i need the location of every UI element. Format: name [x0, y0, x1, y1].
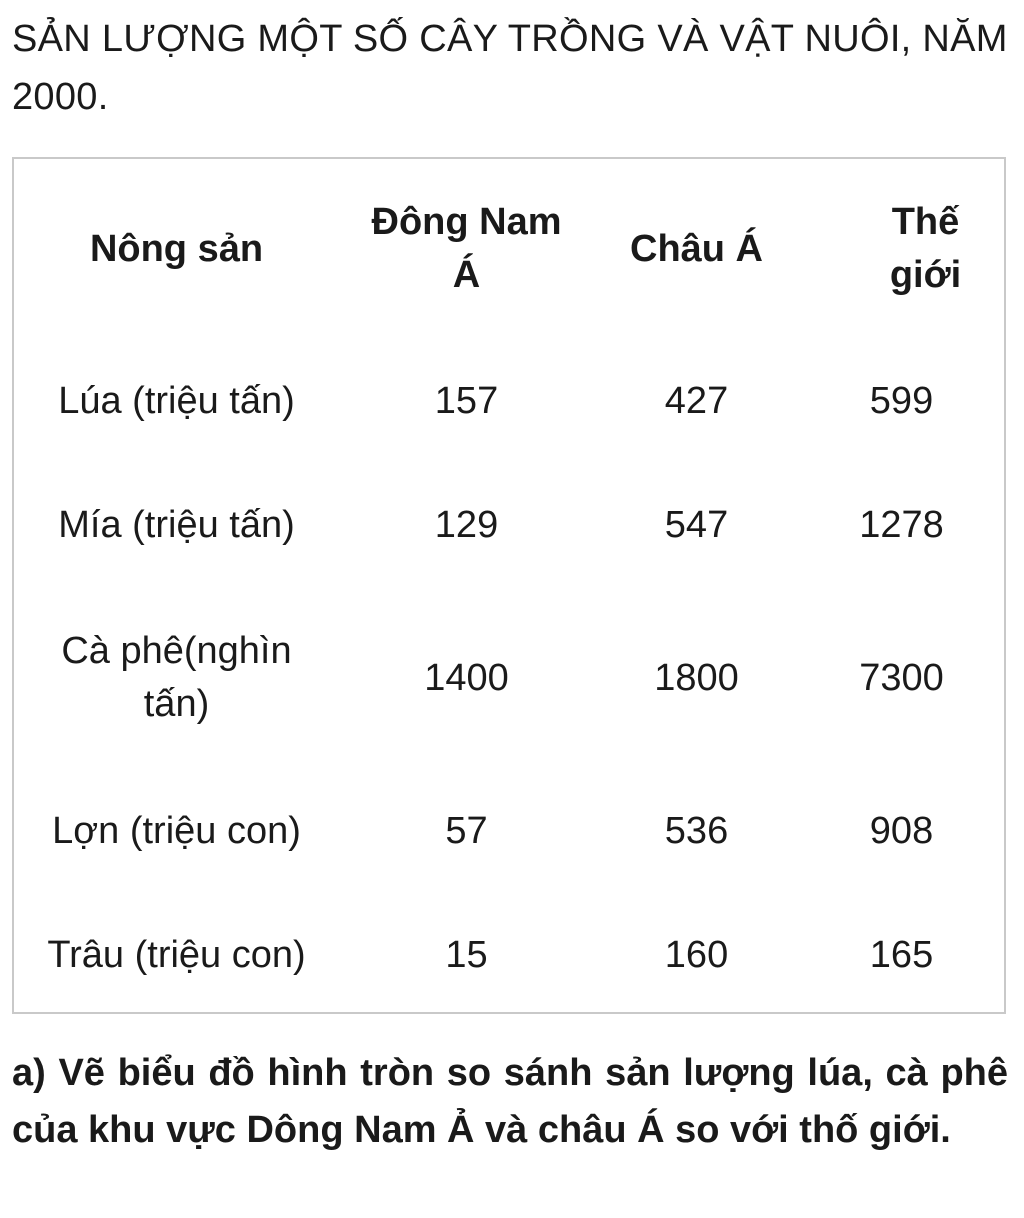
asia-value: 547	[664, 503, 729, 546]
column-header-product: Nông sản	[89, 227, 264, 270]
table-row	[14, 339, 1004, 463]
product-cell: Cà phê(nghìn tấn)	[61, 630, 292, 725]
asia-value: 536	[664, 809, 729, 852]
world-value: 1278	[859, 503, 944, 546]
world-value: 165	[869, 933, 934, 976]
column-header-asia: Châu Á	[630, 227, 763, 270]
table-row	[14, 587, 1004, 769]
product-cell: Lợn (triệu con)	[52, 809, 301, 852]
page-title: SẢN LƯỢNG MỘT SỐ CÂY TRỒNG VÀ VẬT NUÔI, NĂM 2000.	[12, 18, 1008, 118]
product-cell: Lúa (triệu tấn)	[58, 379, 295, 422]
table-row	[14, 463, 1004, 587]
world-value: 7300	[859, 656, 944, 699]
asia-value: 160	[664, 933, 729, 976]
column-header-world: Thế giới	[889, 201, 962, 296]
world-value: 908	[869, 809, 934, 852]
table-header-row	[14, 159, 1004, 339]
column-header-southeast-asia: Đông Nam Á	[371, 201, 562, 296]
table-row	[14, 769, 1004, 893]
asia-value: 1800	[654, 656, 739, 699]
data-table-frame	[12, 157, 1006, 1014]
southeast-asia-value: 1400	[424, 656, 509, 699]
product-cell: Mía (triệu tấn)	[58, 503, 295, 546]
data-table	[14, 159, 1004, 1017]
southeast-asia-value: 157	[434, 379, 499, 422]
southeast-asia-value: 15	[445, 933, 488, 976]
question-text: a) Vẽ biểu đồ hình tròn so sánh sản lượng lúa, cà phê của khu vực Dông Nam Ả và châu Á so với thố giới.	[12, 1052, 1008, 1151]
southeast-asia-value: 129	[434, 503, 499, 546]
product-cell: Trâu (triệu con)	[47, 933, 306, 976]
asia-value: 427	[664, 379, 729, 422]
southeast-asia-value: 57	[445, 809, 488, 852]
table-row	[14, 893, 1004, 1017]
world-value: 599	[869, 379, 934, 422]
